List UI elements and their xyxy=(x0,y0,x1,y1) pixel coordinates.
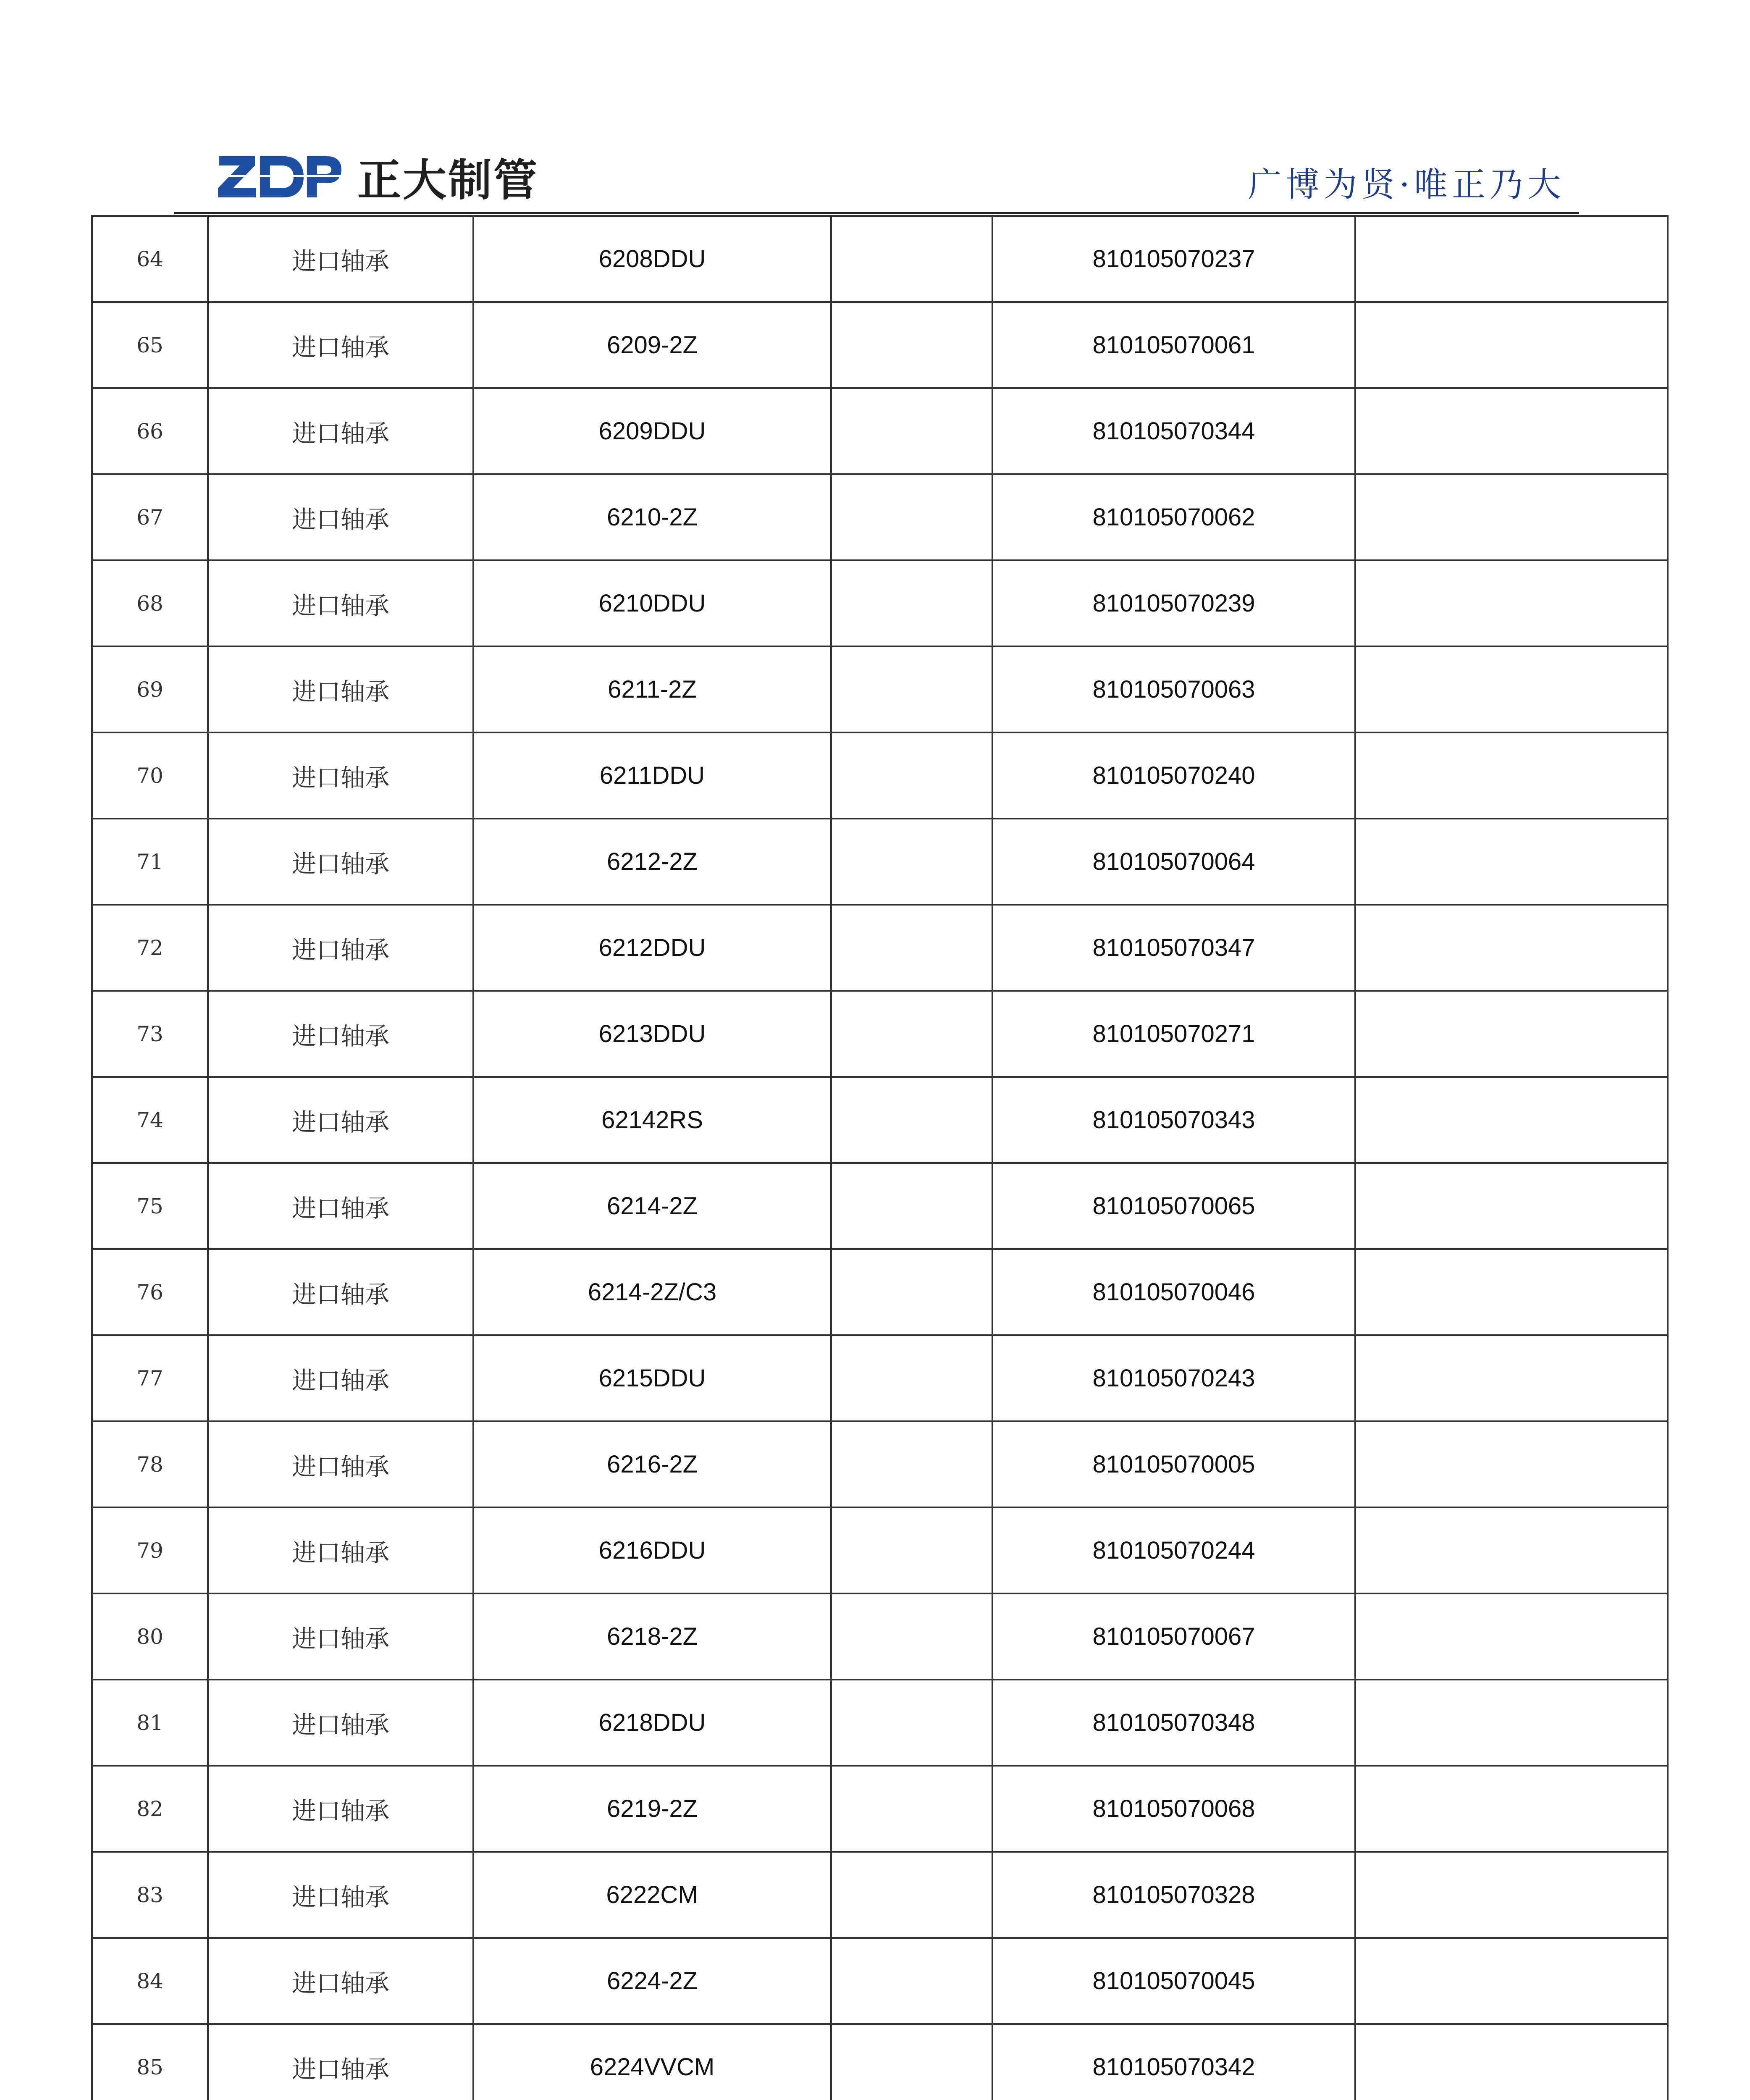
empty-cell xyxy=(1355,1507,1668,1593)
row-number-cell: 66 xyxy=(92,388,208,474)
table-row xyxy=(92,216,1668,302)
row-number-cell: 78 xyxy=(92,1421,208,1507)
part-name-cell: 进口轴承 xyxy=(208,1852,473,1938)
bearing-parts-table xyxy=(91,215,1669,2100)
empty-cell xyxy=(831,819,992,905)
empty-cell xyxy=(1355,1335,1668,1421)
material-code-cell: 810105070343 xyxy=(992,1077,1355,1163)
empty-cell xyxy=(831,2024,992,2100)
row-number-cell: 71 xyxy=(92,819,208,905)
material-code-cell: 810105070244 xyxy=(992,1507,1355,1593)
model-cell: 6216-2Z xyxy=(473,1421,831,1507)
material-code-cell: 810105070239 xyxy=(992,560,1355,646)
part-name-cell: 进口轴承 xyxy=(208,1421,473,1507)
row-number-cell: 68 xyxy=(92,560,208,646)
part-name-cell: 进口轴承 xyxy=(208,1938,473,2024)
empty-cell xyxy=(1355,1766,1668,1852)
empty-cell xyxy=(1355,732,1668,819)
empty-cell xyxy=(1355,1852,1668,1938)
empty-cell xyxy=(831,905,992,991)
model-cell: 6224VVCM xyxy=(473,2024,831,2100)
row-number-cell: 74 xyxy=(92,1077,208,1163)
model-cell: 6210-2Z xyxy=(473,474,831,560)
empty-cell xyxy=(831,1852,992,1938)
table-row xyxy=(92,2024,1668,2100)
model-cell: 6214-2Z xyxy=(473,1163,831,1249)
table-row xyxy=(92,302,1668,388)
material-code-cell: 810105070347 xyxy=(992,905,1355,991)
empty-cell xyxy=(1355,1163,1668,1249)
part-name-cell: 进口轴承 xyxy=(208,732,473,819)
model-cell: 6215DDU xyxy=(473,1335,831,1421)
model-cell: 6209-2Z xyxy=(473,302,831,388)
empty-cell xyxy=(831,302,992,388)
model-cell: 6222CM xyxy=(473,1852,831,1938)
table-body xyxy=(92,216,1668,2100)
material-code-cell: 810105070064 xyxy=(992,819,1355,905)
empty-cell xyxy=(831,1938,992,2024)
model-cell: 6213DDU xyxy=(473,991,831,1077)
part-name-cell: 进口轴承 xyxy=(208,1335,473,1421)
table-row xyxy=(92,1507,1668,1593)
row-number-cell: 72 xyxy=(92,905,208,991)
material-code-cell: 810105070065 xyxy=(992,1163,1355,1249)
table-row xyxy=(92,1766,1668,1852)
table-row xyxy=(92,991,1668,1077)
empty-cell xyxy=(1355,991,1668,1077)
empty-cell xyxy=(1355,1593,1668,1680)
empty-cell xyxy=(1355,216,1668,302)
part-name-cell: 进口轴承 xyxy=(208,560,473,646)
material-code-cell: 810105070005 xyxy=(992,1421,1355,1507)
empty-cell xyxy=(1355,560,1668,646)
material-code-cell: 810105070237 xyxy=(992,216,1355,302)
table-row xyxy=(92,905,1668,991)
model-cell: 6212DDU xyxy=(473,905,831,991)
empty-cell xyxy=(831,1421,992,1507)
part-name-cell: 进口轴承 xyxy=(208,1766,473,1852)
empty-cell xyxy=(1355,302,1668,388)
part-name-cell: 进口轴承 xyxy=(208,1593,473,1680)
table-row xyxy=(92,819,1668,905)
table-row xyxy=(92,388,1668,474)
model-cell: 6214-2Z/C3 xyxy=(473,1249,831,1335)
row-number-cell: 84 xyxy=(92,1938,208,2024)
empty-cell xyxy=(831,1766,992,1852)
table-row xyxy=(92,560,1668,646)
row-number-cell: 79 xyxy=(92,1507,208,1593)
table-row xyxy=(92,732,1668,819)
part-name-cell: 进口轴承 xyxy=(208,2024,473,2100)
model-cell: 6210DDU xyxy=(473,560,831,646)
model-cell: 6211-2Z xyxy=(473,646,831,732)
empty-cell xyxy=(831,1249,992,1335)
empty-cell xyxy=(831,474,992,560)
model-cell: 6208DDU xyxy=(473,216,831,302)
empty-cell xyxy=(831,732,992,819)
material-code-cell: 810105070068 xyxy=(992,1766,1355,1852)
material-code-cell: 810105070240 xyxy=(992,732,1355,819)
row-number-cell: 77 xyxy=(92,1335,208,1421)
row-number-cell: 65 xyxy=(92,302,208,388)
empty-cell xyxy=(831,1077,992,1163)
zdp-logo-icon xyxy=(216,151,342,202)
model-cell: 6218-2Z xyxy=(473,1593,831,1680)
material-code-cell: 810105070243 xyxy=(992,1335,1355,1421)
part-name-cell: 进口轴承 xyxy=(208,1680,473,1766)
company-logo xyxy=(216,149,539,204)
row-number-cell: 70 xyxy=(92,732,208,819)
empty-cell xyxy=(1355,474,1668,560)
model-cell: 6211DDU xyxy=(473,732,831,819)
model-cell: 62142RS xyxy=(473,1077,831,1163)
row-number-cell: 75 xyxy=(92,1163,208,1249)
part-name-cell: 进口轴承 xyxy=(208,991,473,1077)
empty-cell xyxy=(831,560,992,646)
material-code-cell: 810105070045 xyxy=(992,1938,1355,2024)
material-code-cell: 810105070348 xyxy=(992,1680,1355,1766)
part-name-cell: 进口轴承 xyxy=(208,1249,473,1335)
table-row xyxy=(92,1249,1668,1335)
material-code-cell: 810105070328 xyxy=(992,1852,1355,1938)
empty-cell xyxy=(1355,819,1668,905)
material-code-cell: 810105070063 xyxy=(992,646,1355,732)
row-number-cell: 64 xyxy=(92,216,208,302)
part-name-cell: 进口轴承 xyxy=(208,1077,473,1163)
table-row xyxy=(92,1680,1668,1766)
table-row xyxy=(92,1335,1668,1421)
empty-cell xyxy=(1355,1249,1668,1335)
row-number-cell: 73 xyxy=(92,991,208,1077)
page-header xyxy=(0,0,1750,218)
header-divider xyxy=(174,212,1579,214)
material-code-cell: 810105070271 xyxy=(992,991,1355,1077)
empty-cell xyxy=(831,991,992,1077)
empty-cell xyxy=(1355,1077,1668,1163)
row-number-cell: 85 xyxy=(92,2024,208,2100)
empty-cell xyxy=(1355,1421,1668,1507)
empty-cell xyxy=(831,1680,992,1766)
row-number-cell: 67 xyxy=(92,474,208,560)
table-row xyxy=(92,1593,1668,1680)
empty-cell xyxy=(831,388,992,474)
table-row xyxy=(92,646,1668,732)
part-name-cell: 进口轴承 xyxy=(208,216,473,302)
empty-cell xyxy=(1355,1938,1668,2024)
row-number-cell: 76 xyxy=(92,1249,208,1335)
row-number-cell: 80 xyxy=(92,1593,208,1680)
empty-cell xyxy=(1355,646,1668,732)
model-cell: 6219-2Z xyxy=(473,1766,831,1852)
material-code-cell: 810105070061 xyxy=(992,302,1355,388)
part-name-cell: 进口轴承 xyxy=(208,1507,473,1593)
empty-cell xyxy=(1355,388,1668,474)
part-name-cell: 进口轴承 xyxy=(208,474,473,560)
model-cell: 6209DDU xyxy=(473,388,831,474)
table-row xyxy=(92,1421,1668,1507)
empty-cell xyxy=(831,1507,992,1593)
part-name-cell: 进口轴承 xyxy=(208,646,473,732)
empty-cell xyxy=(831,1335,992,1421)
row-number-cell: 82 xyxy=(92,1766,208,1852)
empty-cell xyxy=(1355,1680,1668,1766)
model-cell: 6218DDU xyxy=(473,1680,831,1766)
table-row xyxy=(92,474,1668,560)
part-name-cell: 进口轴承 xyxy=(208,388,473,474)
empty-cell xyxy=(1355,2024,1668,2100)
empty-cell xyxy=(831,1163,992,1249)
empty-cell xyxy=(1355,905,1668,991)
row-number-cell: 69 xyxy=(92,646,208,732)
material-code-cell: 810105070062 xyxy=(992,474,1355,560)
material-code-cell: 810105070046 xyxy=(992,1249,1355,1335)
empty-cell xyxy=(831,1593,992,1680)
table-row xyxy=(92,1163,1668,1249)
material-code-cell: 810105070344 xyxy=(992,388,1355,474)
logo-text: 正大制管 xyxy=(357,155,539,206)
row-number-cell: 81 xyxy=(92,1680,208,1766)
model-cell: 6212-2Z xyxy=(473,819,831,905)
empty-cell xyxy=(831,646,992,732)
part-name-cell: 进口轴承 xyxy=(208,1163,473,1249)
table-row xyxy=(92,1938,1668,2024)
part-name-cell: 进口轴承 xyxy=(208,302,473,388)
material-code-cell: 810105070342 xyxy=(992,2024,1355,2100)
part-name-cell: 进口轴承 xyxy=(208,905,473,991)
part-name-cell: 进口轴承 xyxy=(208,819,473,905)
material-code-cell: 810105070067 xyxy=(992,1593,1355,1680)
row-number-cell: 83 xyxy=(92,1852,208,1938)
model-cell: 6216DDU xyxy=(473,1507,831,1593)
model-cell: 6224-2Z xyxy=(473,1938,831,2024)
empty-cell xyxy=(831,216,992,302)
table-row xyxy=(92,1077,1668,1163)
company-motto: 广博为贤·唯正乃大 xyxy=(1248,165,1565,204)
table-row xyxy=(92,1852,1668,1938)
